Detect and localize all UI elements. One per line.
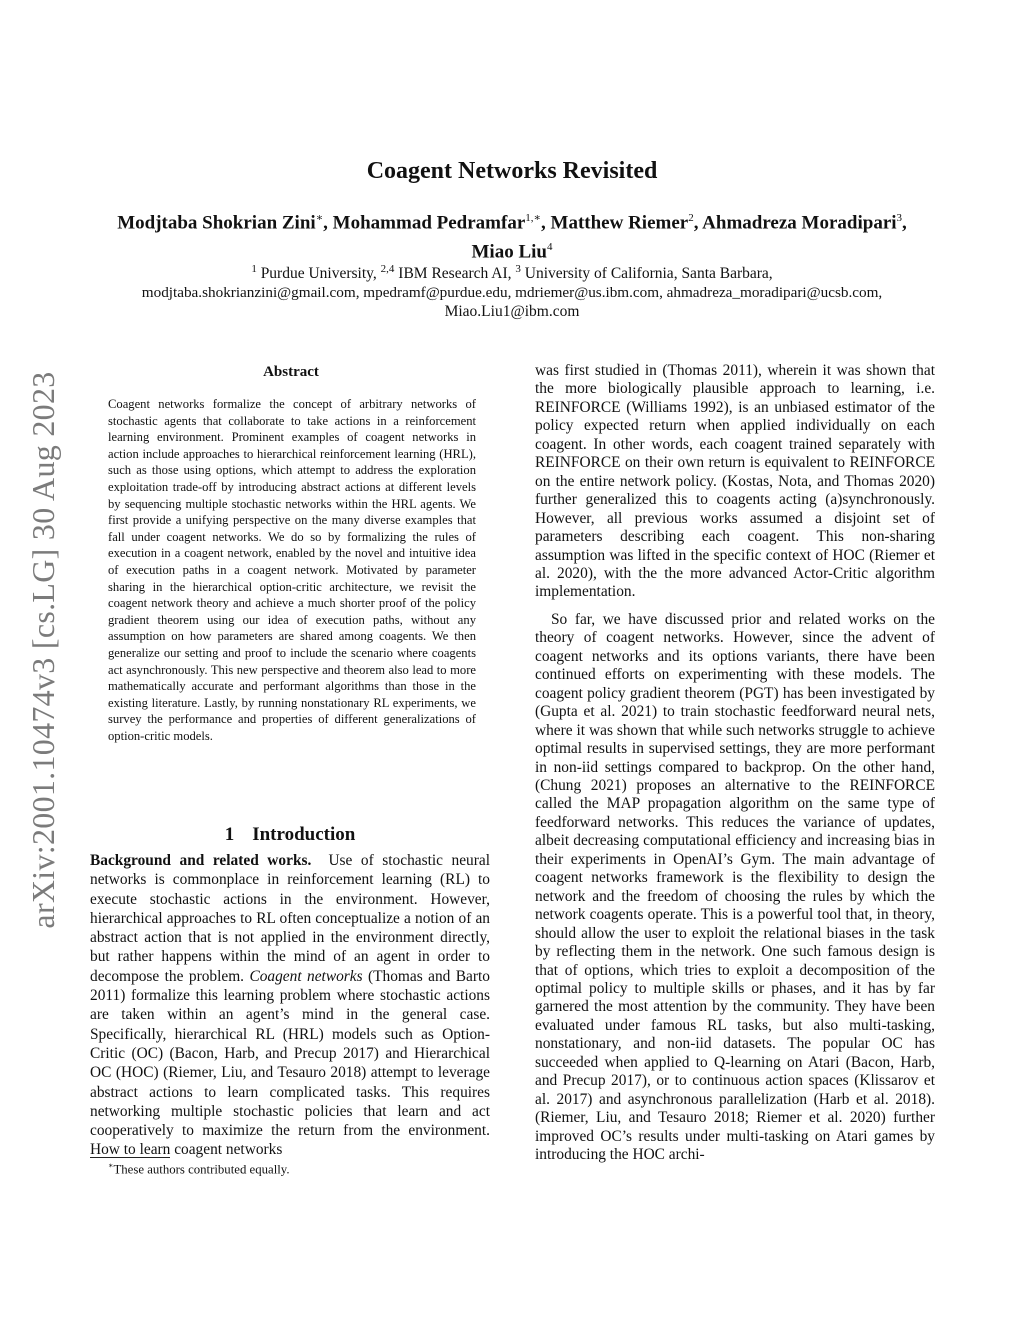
author-mark: 1,∗ bbox=[525, 212, 542, 224]
author-name: Mohammad Pedramfar bbox=[332, 212, 526, 234]
author-mark: 3 bbox=[896, 212, 903, 224]
right-column-paragraph-2: So far, we have discussed prior and related works on the theory of coagent networks. However, since the advent of coagent networks and its options variants, there have been continued efforts on experimenting with these models. The coagent policy gradient theorem (PGT) has been investigated by (Gupta et al. 2021) to train stochastic feedforward neural nets, where it was shown that while such networks struggle to achieve optimal results in supervised settings, they are more performant in non-iid settings compared to backprop. On the other hand, (Chung 2021) proposes an alternative to the REINFORCE called the MAP propagation algorithm on the same type of feedforward networks. This reduces the variance of updates, albeit decreasing computational efficiency and increasing bias in their experiments in OpenAI’s Gym. The main advantage of coagent networks framework is the flexibility to design the network and the freedom of choosing the rules by which the network coagents operate. This is a powerful tool that, in theory, should allow the user to exploit the relational biases in the task by reflecting them in the network. One such famous design is that of options, which tries to exploit a decomposition of the optimal policy to multiple skills or phases, and it has by far garnered the most attention by the community. They have been evaluated under famous RL tasks, but also multi-tasking, nonstationary, and non-iid datasets. The popular OC has succeeded when applied to Q-learning on Atari (Bacon, Harb, and Precup 2017), or to continuous action spaces (Klissarov et al. 2017) and asynchronous parallelization (Harb et al. 2018). (Riemer, Liu, and Tesauro 2018; Riemer et al. 2020) further improved OC’s results under multi-tasking on Atari games by introducing the HOC archi- bbox=[535, 610, 935, 1164]
intro-paragraph bbox=[90, 851, 490, 1160]
footnote-mark: ∗ bbox=[108, 1161, 114, 1170]
affiliation-mark: 2,4 bbox=[380, 263, 395, 275]
arxiv-sidebar-stamp: arXiv:2001.10474v3 [cs.LG] 30 Aug 2023 bbox=[25, 371, 61, 929]
footnote bbox=[108, 1161, 488, 1177]
run-in-heading: Background and related works. bbox=[90, 852, 312, 869]
author-mark: ∗ bbox=[315, 212, 324, 224]
author-name: Ahmadreza Moradipari bbox=[702, 212, 897, 234]
author-name: Matthew Riemer bbox=[550, 212, 689, 234]
affiliation-mark: 3 bbox=[515, 263, 521, 275]
paper-title: Coagent Networks Revisited bbox=[366, 158, 658, 184]
affiliation-name: University of California, Santa Barbara, bbox=[524, 265, 773, 283]
affiliations bbox=[60, 260, 964, 321]
abstract-body: Coagent networks formalize the concept of arbitrary networks of stochastic agents that collaborate to take actions in a reinforcement learning environment. Prominent examples of coagent networks in action include approaches to hierarchical reinforcement learning (HRL), such as those using options, which attempt to address the exploration exploitation trade-off by introducing abstract actions at different levels by sequencing multiple stochastic networks within the HRL agents. We first provide a unifying perspective on the many diverse examples that fall under coagent networks. We do so by formalizing the rules of execution in a coagent network, enabled by the novel and intuitive idea of execution paths in a coagent network. Motivated by parameter sharing in the hierarchical option-critic architecture, we revisit the coagent network theory and achieve a much shorter proof of the policy gradient theorem using our idea of execution paths, without any assumption on how parameters are shared among coagents. We then generalize our setting and proof to include the scenario where coagents act asynchronously. This new perspective and theorem also lead to more mathematically accurate and performant algorithms than those in the existing literature. Lastly, by running nonstationary RL experiments, we survey the performance and properties of different generalizations of option-critic models. bbox=[108, 397, 476, 743]
intro-text-part-1: Use of stochastic neural networks is commonplace in reinforcement learning (RL) to execute stochastic actions in the environment. However, hierarchical approaches to RL often conceptualize a notion of an abstract action that is not applied in the environment directly, but rather happens within the mind of an agent in order to decompose the problem. bbox=[90, 852, 490, 985]
section-heading-introduction bbox=[90, 824, 490, 846]
footnote-rule bbox=[90, 1157, 170, 1158]
section-number: 1 bbox=[224, 824, 235, 845]
right-column bbox=[535, 362, 935, 1164]
section-title: Introduction bbox=[252, 824, 356, 845]
right-column-paragraph-1: was first studied in (Thomas 2011), wherein it was shown that the more biologically plausible approach to learning, i.e. REINFORCE (Williams 1992), is an unbiased estimator of the policy expected return when applied individually on each coagent. In other words, each coagent trained separately with REINFORCE on their own return is equivalent to REINFORCE on the entire network policy. (Kostas, Nota, and Thomas 2020) further generalized this to coagents acting (a)synchronously. However, all previous works assumed a disjoint set of parameters describing each coagent. This non-sharing assumption was lifted in the specific context of HOC (Riemer et al. 2020), with the the more advanced Actor-Critic algorithm implementation. bbox=[535, 362, 935, 601]
author-mark: 4 bbox=[546, 241, 553, 254]
affiliation-name: IBM Research AI, bbox=[398, 265, 512, 283]
intro-italic-term: Coagent networks bbox=[249, 967, 363, 985]
affiliation-name: Purdue University, bbox=[260, 265, 377, 283]
author-mark: 2 bbox=[688, 212, 694, 224]
affiliation-mark: 1 bbox=[251, 263, 257, 275]
author-name: Miao Liu bbox=[471, 241, 547, 263]
abstract-heading: Abstract bbox=[263, 364, 319, 380]
footnote-text: These authors contributed equally. bbox=[113, 1162, 290, 1177]
author-name: Modjtaba Shokrian Zini bbox=[117, 212, 316, 234]
affiliation-line bbox=[60, 260, 964, 283]
intro-text-part-2: (Thomas and Barto 2011) formalize this learning problem where stochastic actions are taken within an agent’s mind in the general case. Specifically, hierarchical RL (HRL) models such as Option-Critic (OC) (Bacon, Harb, and Precup 2017) and Hierarchical OC (HOC) (Riemer, Liu, and Tesauro 2018) attempt to leverage abstract actions to learn complicated tasks. This requires networking multiple stochastic policies that learn and act cooperatively to maximize the return from the environment. How to learn coagent networks bbox=[90, 967, 490, 1159]
author-emails: modjtaba.shokrianzini@gmail.com, mpedramf@purdue.edu, mdriemer@us.ibm.com, ahmadreza_moradipari@ucsb.com, bbox=[141, 284, 883, 302]
author-emails-line-2: Miao.Liu1@ibm.com bbox=[444, 303, 580, 321]
author-list: Modjtaba Shokrian Zini∗, Mohammad Pedramfar$^{1,∗}$, Matthew Riemer$^2$, Ahmadreza Moradipari$^3$, Miao Liu$^4$ bbox=[117, 212, 907, 263]
